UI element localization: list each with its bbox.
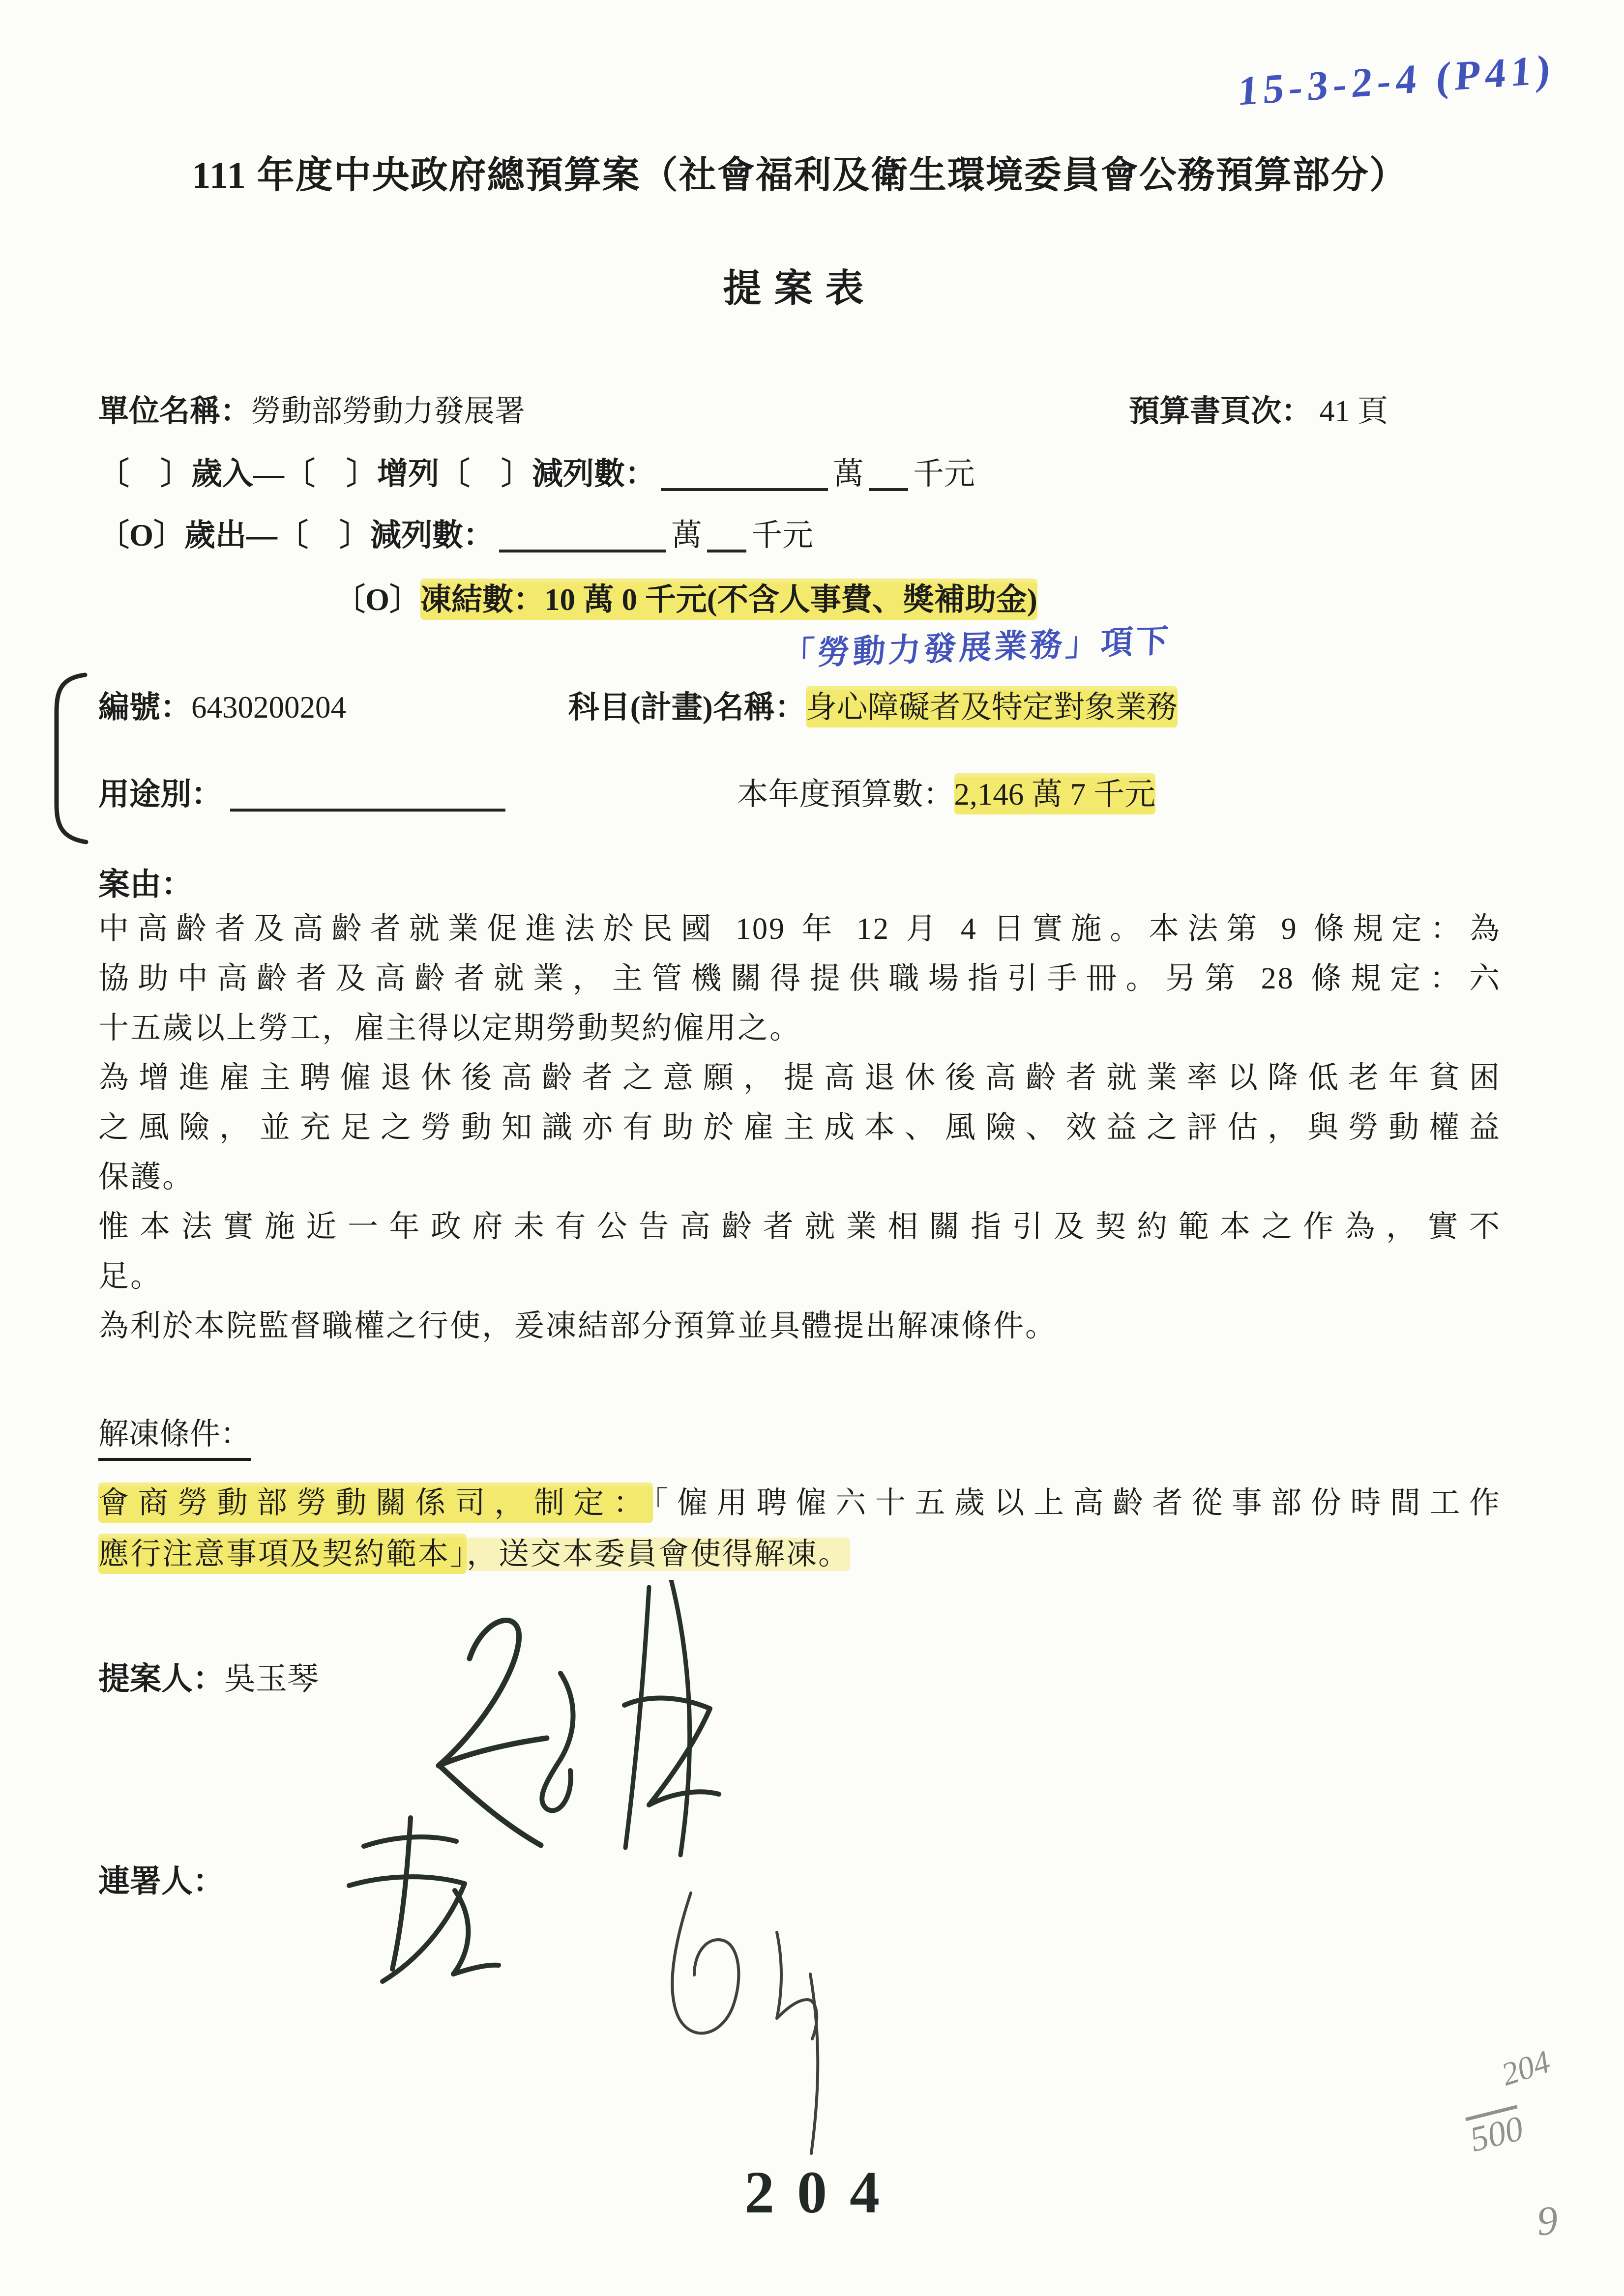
unfreeze-text-line: [98, 1529, 1501, 1580]
document-subtitle: 提案表: [723, 267, 877, 310]
budget-book-page-ref: [1129, 386, 1388, 430]
amount-blank-line: [661, 488, 828, 491]
budget-label: 本年度預算數：: [737, 777, 954, 812]
case-text-line: 之風險，並充足之勞動知識亦有助於雇主成本、風險、效益之評估，與勞動權益: [98, 1111, 1501, 1144]
unfreeze-highlight-2: 應行注意事項及契約範本」: [98, 1538, 467, 1571]
subject-name-label: 科目(計畫)名稱：: [568, 690, 806, 725]
cosigner-signature-2: [620, 1871, 875, 2166]
unfreeze-text-line: [98, 1478, 1501, 1529]
case-text-line: 為增進雇主聘僱退休後高齡者之意願，提高退休後高齡者就業率以降低老年貧困: [98, 1061, 1501, 1095]
subject-id-label: 編號：: [98, 690, 191, 725]
unfreeze-highlight-1: 會商勞動部勞動關係司，制定：: [98, 1486, 653, 1520]
case-text-line: 十五歲以上勞工，雇主得以定期勞動契約僱用之。: [98, 1012, 802, 1045]
freeze-checkbox: 〔O〕: [334, 582, 421, 617]
amount-blank-line: [707, 550, 746, 552]
revenue-row: [98, 449, 1501, 494]
proposer-label: 提案人：: [98, 1661, 224, 1696]
case-section-label: 案由：: [98, 867, 193, 902]
case-text-line: 協助中高齡者及高齡者就業，主管機關得提供職場指引手冊。另第 28 條規定：六: [98, 962, 1501, 995]
handwritten-blue-note: 「勞動力發展業務」項下: [781, 623, 1172, 673]
expenditure-row: [98, 510, 1501, 555]
qian-unit: 千元: [751, 518, 814, 552]
cosigner-row: [98, 1856, 1501, 1901]
budget-value: 2,146 萬 7 千元: [954, 777, 1155, 812]
unit-name-value: 勞動部勞動力發展署: [251, 395, 526, 428]
case-text-line: 足。: [98, 1260, 163, 1293]
page-ref-value: 41 頁: [1319, 395, 1388, 428]
usage-budget-row: [98, 769, 1501, 814]
wan-unit: 萬: [671, 518, 703, 552]
unfreeze-rest-2: ，送交本委員會使得解凍。: [467, 1538, 851, 1571]
amount-blank-line: [869, 488, 908, 491]
pencil-mark-top: 204: [1497, 2043, 1555, 2093]
pencil-mark-bottom: 9: [1535, 2197, 1560, 2245]
unit-and-pageref-row: [98, 386, 1501, 430]
case-text-line: 中高齡者及高齡者就業促進法於民國 109 年 12 月 4 日實施。本法第 9 條規定：為: [98, 912, 1501, 946]
proposer-signature: [393, 1580, 787, 1865]
subject-id-group: [98, 682, 561, 727]
freeze-amount-highlighted: 凍結數：10 萬 0 千元(不含人事費、獎補助金): [420, 582, 1037, 617]
usage-label: 用途別：: [98, 777, 222, 812]
pencil-mark-middle: 500: [1466, 2108, 1527, 2159]
usage-blank-line: [230, 809, 505, 812]
wan-unit: 萬: [833, 457, 864, 491]
left-margin-bracket: [47, 670, 91, 847]
unit-name-label: 單位名稱：: [98, 395, 251, 428]
expenditure-row-text: 〔O〕歲出—〔 〕減列數：: [98, 518, 495, 552]
subject-name-value: 身心障礙者及特定對象業務: [805, 690, 1178, 725]
case-text-line: 為利於本院監督職權之行使，爰凍結部分預算並具體提出解凍條件。: [98, 1309, 1058, 1343]
proposer-row: [98, 1654, 1501, 1699]
document-title: 111 年度中央政府總預算案（社會福利及衛生環境委員會公務預算部分）: [192, 155, 1408, 196]
proposer-name: 吳玉琴: [224, 1661, 319, 1696]
subject-id-row: [98, 682, 1501, 727]
case-text-line: 惟本法實施近一年政府未有公告高齡者就業相關指引及契約範本之作為，實不: [98, 1210, 1501, 1244]
unfreeze-rest-1: 「僱用聘僱六十五歲以上高齡者從事部份時間工作: [652, 1486, 1501, 1520]
revenue-row-text: 〔 〕歲入—〔 〕增列〔 〕減列數：: [98, 457, 656, 491]
subject-block: [98, 682, 1501, 814]
page-number: 204: [744, 2159, 902, 2226]
page-ref-label: 預算書頁次：: [1128, 395, 1312, 428]
unfreeze-section-label: 解凍條件：: [98, 1409, 251, 1461]
amount-blank-line: [499, 550, 666, 552]
handwritten-reference-note: 15-3-2-4 (P41): [1236, 46, 1557, 115]
cosigner-signature-1: [290, 1812, 565, 2008]
cosigner-label: 連署人：: [98, 1864, 224, 1899]
subject-id-value: 6430200204: [191, 690, 346, 725]
case-text-line: 保護。: [98, 1161, 195, 1194]
qian-unit: 千元: [913, 457, 975, 491]
